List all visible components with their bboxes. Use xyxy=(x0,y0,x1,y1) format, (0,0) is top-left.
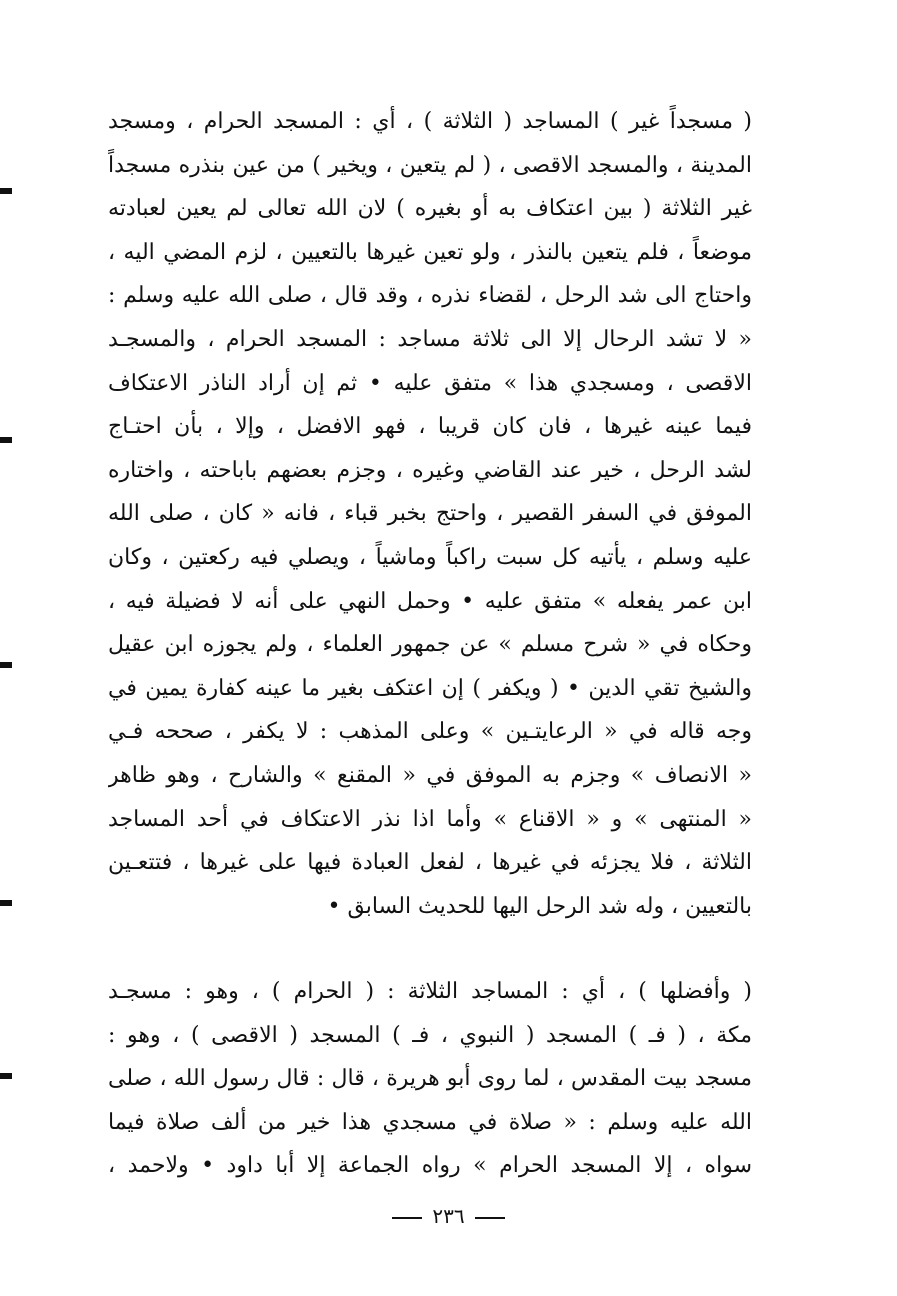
margin-mark xyxy=(0,1073,12,1079)
page-number xyxy=(0,1204,897,1228)
text-line: « الانصاف » وجزم به الموفق في « المقنع » والشارح ، وهو ظاهر xyxy=(108,762,752,788)
text-line: « المنتهى » و « الاقناع » وأما اذا نذر الاعتكاف في أحد المساجد xyxy=(108,806,752,832)
text-line: سواه ، إلا المسجد الحرام » رواه الجماعة إلا أبا داود • ولاحمد ، xyxy=(108,1153,752,1179)
paragraph-1 xyxy=(108,100,752,928)
text-line: الموفق في السفر القصير ، واحتج بخبر قباء ، فانه « كان ، صلى الله xyxy=(108,501,752,527)
text-line: فيما عينه غيرها ، فان كان قريبا ، فهو الافضل ، وإلا ، بأن احتـاج xyxy=(108,414,752,440)
paragraph-2 xyxy=(108,970,752,1188)
text-line: الثلاثة ، فلا يجزئه في غيرها ، لفعل العبادة فيها على غيرها ، فتتعـين xyxy=(108,850,752,876)
text-line: الله عليه وسلم : « صلاة في مسجدي هذا خير من ألف صلاة فيما xyxy=(108,1109,752,1135)
dash-decoration xyxy=(392,1217,422,1219)
text-line: مسجد بيت المقدس ، لما روى أبو هريرة ، قال : قال رسول الله ، صلى xyxy=(108,1066,752,1092)
margin-mark xyxy=(0,900,12,906)
dash-decoration xyxy=(475,1217,505,1219)
text-line: واحتاج الى شد الرحل ، لقضاء نذره ، وقد قال ، صلى الله عليه وسلم : xyxy=(108,283,752,309)
text-line: الاقصى ، ومسجدي هذا » متفق عليه • ثم إن أراد الناذر الاعتكاف xyxy=(108,370,752,396)
text-line: والشيخ تقي الدين • ( ويكفر ) إن اعتكف بغير ما عينه كفارة يمين في xyxy=(108,675,752,701)
text-line: غير الثلاثة ( بين اعتكاف به أو بغيره ) لان الله تعالى لم يعين لعبادته xyxy=(108,196,752,222)
text-line: وجه قاله في « الرعايتـين » وعلى المذهب : لا يكفر ، صححه فـي xyxy=(108,719,752,745)
text-line: ( وأفضلها ) ، أي : المساجد الثلاثة : ( الحرام ) ، وهو : مسجـد xyxy=(108,979,752,1004)
text-line: المدينة ، والمسجد الاقصى ، ( لم يتعين ، ويخير ) من عين بنذره مسجداً xyxy=(108,152,752,178)
text-line: وحكاه في « شرح مسلم » عن جمهور العلماء ، ولم يجوزه ابن عقيل xyxy=(108,632,752,658)
text-line: ابن عمر يفعله » متفق عليه • وحمل النهي على أنه لا فضيلة فيه ، xyxy=(108,588,752,614)
page-number-text: ٢٣٦ xyxy=(432,1204,465,1228)
text-line: مكة ، ( فـ ) المسجد ( النبوي ، فـ ) المسجد ( الاقصى ) ، وهو : xyxy=(108,1022,752,1048)
margin-mark xyxy=(0,188,12,194)
margin-mark xyxy=(0,437,12,443)
text-line: « لا تشد الرحال إلا الى ثلاثة مساجد : المسجد الحرام ، والمسجـد xyxy=(108,326,752,352)
text-line: لشد الرحل ، خير عند القاضي وغيره ، وجزم بعضهم باباحته ، واختاره xyxy=(108,457,752,483)
text-line: ( مسجداً غير ) المساجد ( الثلاثة ) ، أي : المسجد الحرام ، ومسجد xyxy=(108,109,752,134)
margin-mark xyxy=(0,662,12,668)
text-line: موضعاً ، فلم يتعين بالنذر ، ولو تعين غيرها بالتعيين ، لزم المضي اليه ، xyxy=(108,239,752,265)
text-line: عليه وسلم ، يأتيه كل سبت راكباً وماشياً ، ويصلي فيه ركعتين ، وكان xyxy=(108,544,752,570)
text-line: بالتعيين ، وله شد الرحل اليها للحديث السابق • xyxy=(327,893,752,919)
